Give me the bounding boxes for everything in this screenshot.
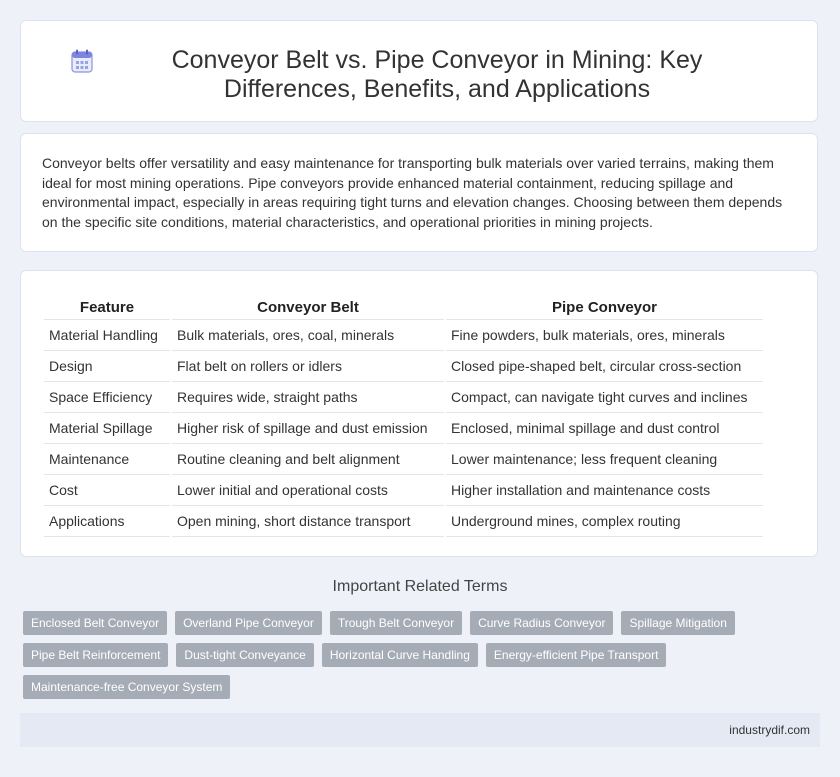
cell-pipe-conveyor: Compact, can navigate tight curves and inclines	[446, 382, 763, 413]
cell-conveyor-belt: Lower initial and operational costs	[172, 475, 444, 506]
related-terms-list	[23, 611, 743, 707]
related-term-tag[interactable]: Trough Belt Conveyor	[330, 611, 462, 635]
cell-conveyor-belt: Flat belt on rollers or idlers	[172, 351, 444, 382]
related-term-tag[interactable]: Pipe Belt Reinforcement	[23, 643, 168, 667]
cell-feature: Maintenance	[44, 444, 170, 475]
cell-feature: Material Handling	[44, 320, 170, 351]
related-term-tag[interactable]: Horizontal Curve Handling	[322, 643, 478, 667]
intro-card	[20, 133, 818, 252]
intro-paragraph: Conveyor belts offer versatility and easy maintenance for transporting bulk materials over varied terrains, making them ideal for most mining operations. Pipe conveyors provide enhanced material containment, reducing spillage and environmental impact, especially in areas requiring tight turns and elevation changes. Choosing between them depends on the specific site conditions, material characteristics, and operational priorities in mining projects.	[42, 155, 783, 230]
cell-conveyor-belt: Routine cleaning and belt alignment	[172, 444, 444, 475]
cell-feature: Applications	[44, 506, 170, 537]
cell-feature: Space Efficiency	[44, 382, 170, 413]
cell-feature: Cost	[44, 475, 170, 506]
cell-pipe-conveyor: Enclosed, minimal spillage and dust control	[446, 413, 763, 444]
related-term-tag[interactable]: Curve Radius Conveyor	[470, 611, 613, 635]
table-header-row	[44, 293, 763, 320]
table-row	[44, 382, 763, 413]
table-row	[44, 475, 763, 506]
cell-conveyor-belt: Open mining, short distance transport	[172, 506, 444, 537]
header-feature: Feature	[44, 293, 170, 320]
comparison-card	[20, 270, 818, 557]
cell-pipe-conveyor: Underground mines, complex routing	[446, 506, 763, 537]
related-term-tag[interactable]: Dust-tight Conveyance	[176, 643, 313, 667]
cell-conveyor-belt: Higher risk of spillage and dust emission	[172, 413, 444, 444]
cell-pipe-conveyor: Higher installation and maintenance costs	[446, 475, 763, 506]
cell-pipe-conveyor: Closed pipe-shaped belt, circular cross-section	[446, 351, 763, 382]
comparison-table	[42, 293, 765, 537]
cell-pipe-conveyor: Fine powders, bulk materials, ores, minerals	[446, 320, 763, 351]
cell-feature: Design	[44, 351, 170, 382]
related-term-tag[interactable]: Energy-efficient Pipe Transport	[486, 643, 667, 667]
footer-site-link[interactable]: industrydif.com	[729, 723, 810, 737]
header-pipe-conveyor: Pipe Conveyor	[446, 293, 763, 320]
calendar-icon	[71, 49, 93, 73]
cell-conveyor-belt: Bulk materials, ores, coal, minerals	[172, 320, 444, 351]
related-term-tag[interactable]: Maintenance-free Conveyor System	[23, 675, 230, 699]
related-terms-title: Important Related Terms	[332, 578, 508, 595]
table-row	[44, 444, 763, 475]
cell-pipe-conveyor: Lower maintenance; less frequent cleaning	[446, 444, 763, 475]
related-term-tag[interactable]: Spillage Mitigation	[621, 611, 734, 635]
page-title: Conveyor Belt vs. Pipe Conveyor in Mining: Key Differences, Benefits, and Applications	[171, 46, 703, 103]
header-conveyor-belt: Conveyor Belt	[172, 293, 444, 320]
footer	[20, 713, 820, 747]
title-card	[20, 20, 818, 122]
cell-feature: Material Spillage	[44, 413, 170, 444]
table-row	[44, 320, 763, 351]
table-row	[44, 506, 763, 537]
cell-conveyor-belt: Requires wide, straight paths	[172, 382, 444, 413]
related-term-tag[interactable]: Enclosed Belt Conveyor	[23, 611, 167, 635]
related-term-tag[interactable]: Overland Pipe Conveyor	[175, 611, 322, 635]
table-row	[44, 351, 763, 382]
table-row	[44, 413, 763, 444]
